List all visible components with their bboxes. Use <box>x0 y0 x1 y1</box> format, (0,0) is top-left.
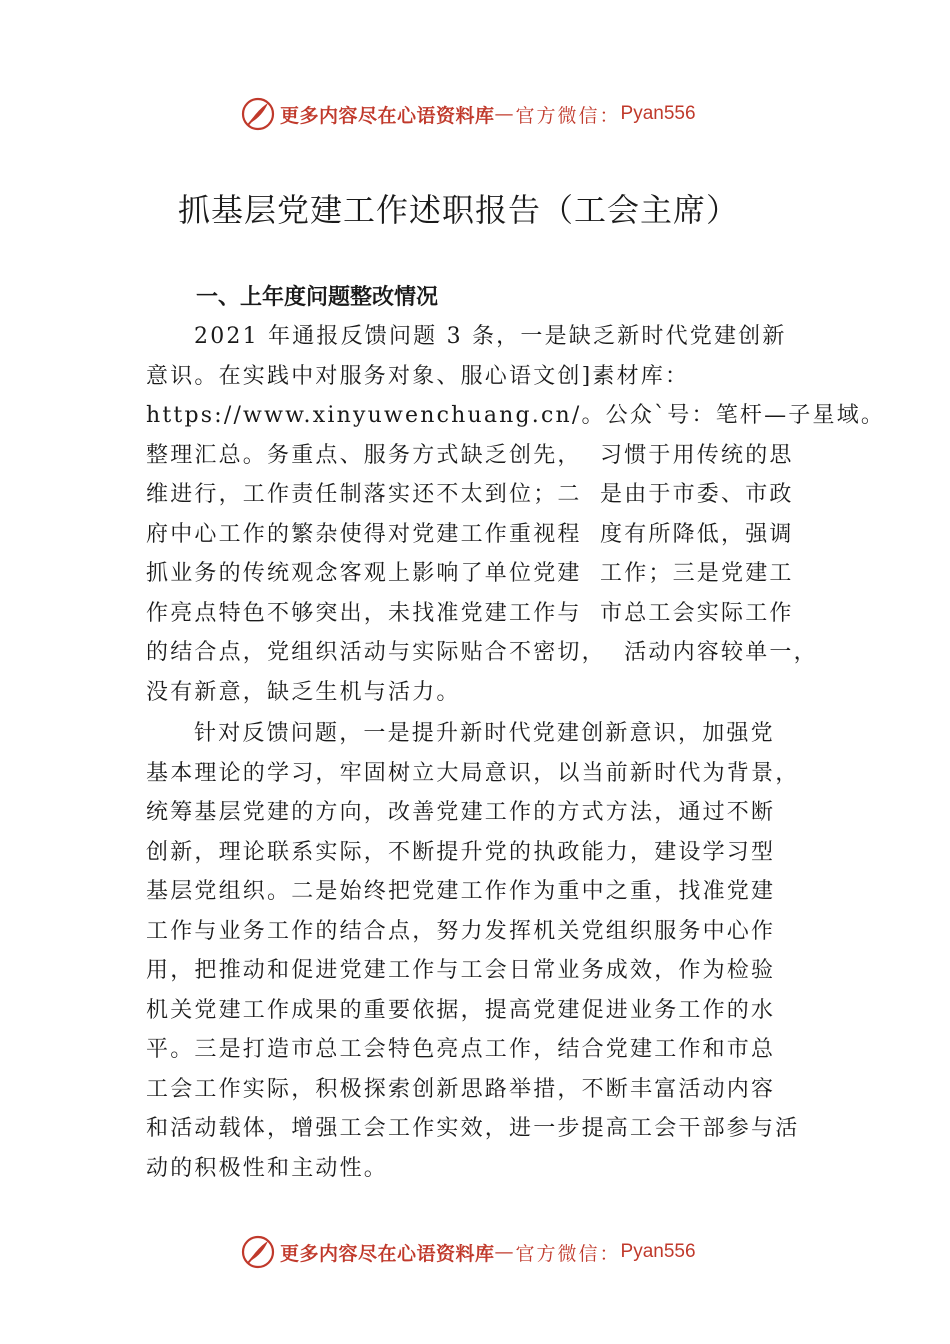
feather-logo-icon <box>240 96 276 132</box>
document-title: 抓基层党建工作述职报告（工会主席） <box>178 191 740 229</box>
paragraph-1 <box>146 317 886 712</box>
section-heading: 一、上年度问题整改情况 <box>196 285 439 310</box>
paragraph-line: 的结合点，党组织活动与实际贴合不密切， 活动内容较单一， <box>146 640 818 665</box>
footer-watermark-banner <box>240 1232 760 1272</box>
banner-slogan: 更多内容尽在心语资料库 <box>280 1242 495 1265</box>
paragraph-line: 府中心工作的繁杂使得对党建工作重视程 度有所降低，强调 <box>146 521 794 547</box>
paragraph-line: 工作与业务工作的结合点，努力发挥机关党组织服务中心作 <box>146 918 776 944</box>
banner-wechat-id: Pyan556 <box>620 1241 696 1262</box>
paragraph-line: 和活动载体，增强工会工作实效，进一步提高工会干部参与活 <box>146 1116 800 1141</box>
paragraph-line: 统筹基层党建的方向，改善党建工作的方式方法，通过不断 <box>146 800 776 825</box>
paragraph-line: 机关党建工作成果的重要依据，提高党建促进业务工作的水 <box>146 997 776 1023</box>
banner-dash: — <box>494 103 516 125</box>
paragraph-line: 维进行，工作责任制落实还不太到位；二 是由于市委、市政 <box>146 482 794 507</box>
paragraph-line: 用，把推动和促进党建工作与工会日常业务成效，作为检验 <box>146 958 776 983</box>
paragraph-line: 作亮点特色不够突出，未找准党建工作与 市总工会实际工作 <box>146 600 794 626</box>
feather-logo-icon <box>240 1234 276 1270</box>
paragraph-line: 动的积极性和主动性。 <box>146 1155 389 1181</box>
paragraph-line: 基层党组织。二是始终把党建工作作为重中之重，找准党建 <box>146 879 776 904</box>
paragraph-line: 2021 年通报反馈问题 3 条，一是缺乏新时代党建创新 <box>194 324 787 349</box>
paragraph-line: 工会工作实际，积极探索创新思路举措，不断丰富活动内容 <box>146 1076 776 1102</box>
banner-slogan: 更多内容尽在心语资料库 <box>280 104 495 127</box>
paragraph-line: 基本理论的学习，牢固树立大局意识，以当前新时代为背景， <box>146 760 800 786</box>
paragraph-line: 抓业务的传统观念客观上影响了单位党建 工作；三是党建工 <box>146 561 794 586</box>
banner-wechat-label: 官方微信： <box>515 1242 621 1265</box>
banner-wechat-id: Pyan556 <box>620 103 696 124</box>
paragraph-line: https://www.xinyuwenchuang.cn/。公众`号：笔杆—子星域。 <box>146 403 886 428</box>
paragraph-line: 没有新意，缺乏生机与活力。 <box>146 679 461 705</box>
paragraph-line: 创新，理论联系实际，不断提升党的执政能力，建设学习型 <box>146 839 776 865</box>
paragraph-line: 针对反馈问题，一是提升新时代党建创新意识，加强党 <box>194 721 775 746</box>
paragraph-line: 意识。在实践中对服务对象、服心语文创]素材库： <box>146 363 690 389</box>
header-watermark-banner <box>240 94 760 134</box>
paragraph-line: 整理汇总。务重点、服务方式缺乏创先， 习惯于用传统的思 <box>146 442 794 468</box>
paragraph-2 <box>146 714 846 1188</box>
banner-wechat-label: 官方微信： <box>515 104 621 127</box>
paragraph-line: 平。三是打造市总工会特色亮点工作，结合党建工作和市总 <box>146 1037 776 1062</box>
banner-dash: — <box>494 1241 516 1263</box>
